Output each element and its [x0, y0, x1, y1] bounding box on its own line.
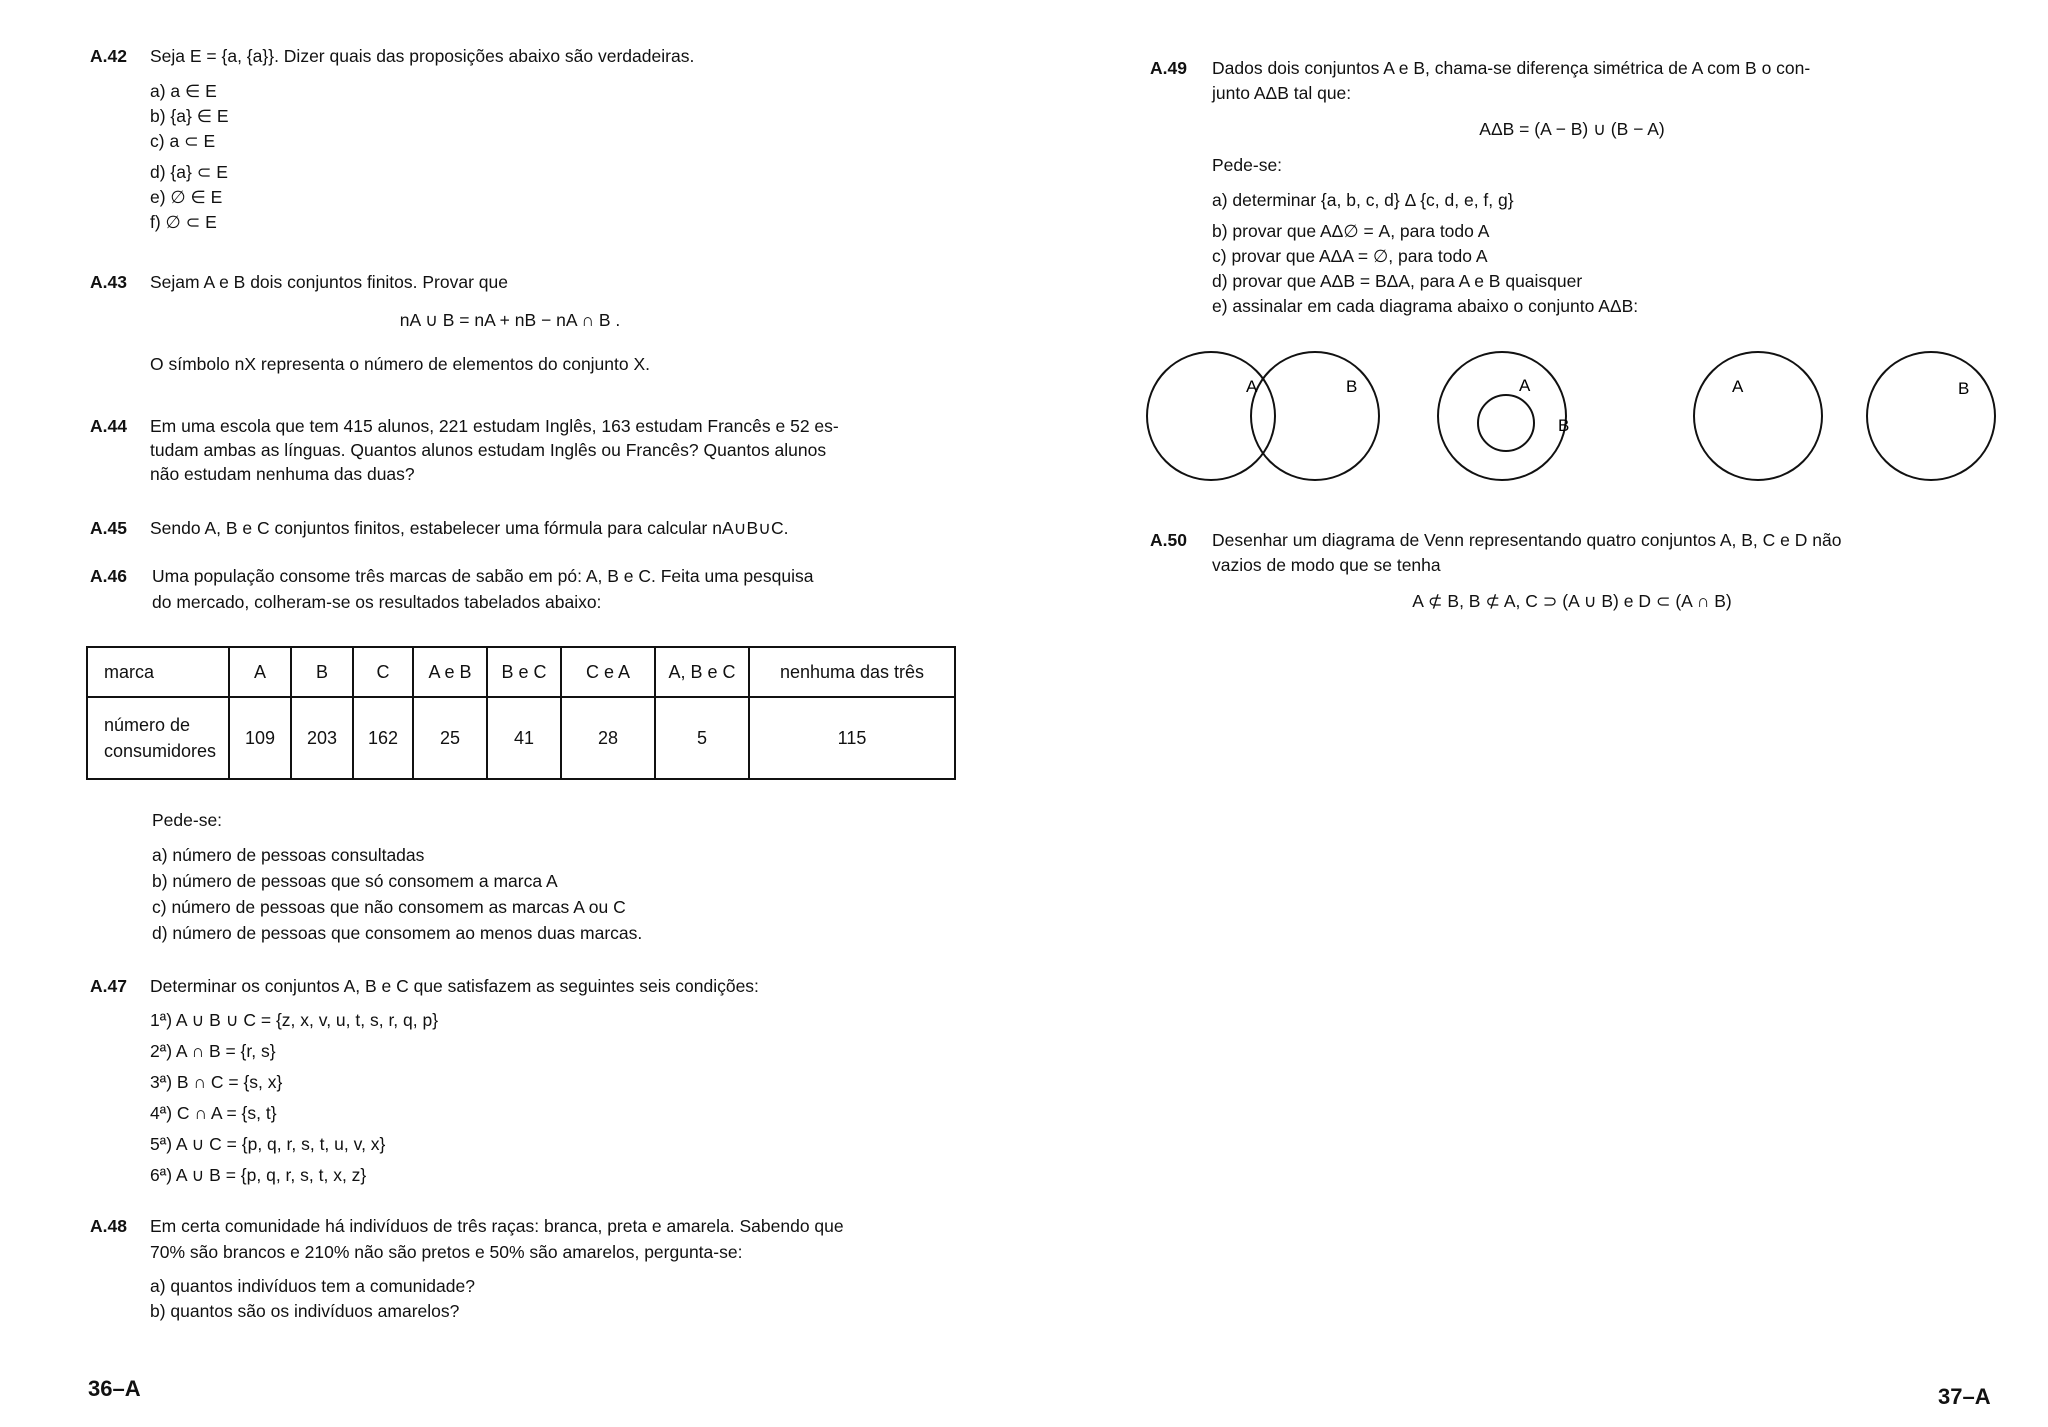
- a50-line: Desenhar um diagrama de Venn representando quatro conjuntos A, B, C e D não: [1212, 530, 1842, 550]
- a47-condition: 6ª) A ∪ B = {p, q, r, s, t, x, z}: [150, 1165, 367, 1185]
- exercise-label-a46: A.46: [90, 566, 127, 586]
- circle-b: [1478, 395, 1534, 451]
- exercise-label-a49: A.49: [1150, 58, 1187, 78]
- venn-nested: [1438, 352, 1566, 480]
- page-number: 36–A: [88, 1376, 141, 1401]
- diagram-label: B: [1958, 379, 1970, 398]
- exercise-label-a45: A.45: [90, 518, 127, 538]
- a47-condition: 1ª) A ∪ B ∪ C = {z, x, v, u, t, s, r, q, p}: [150, 1010, 439, 1030]
- table-header-cell: A e B: [413, 647, 487, 697]
- venn-overlapping: [1147, 352, 1379, 480]
- a49-pedese: Pede-se:: [1212, 155, 1283, 175]
- a49-line: Dados dois conjuntos A e B, chama-se diferença simétrica de A com B o con-: [1212, 58, 1811, 78]
- a49-line: junto AΔB tal que:: [1212, 83, 1352, 103]
- a48-line: Em certa comunidade há indivíduos de três raças: branca, preta e amarela. Sabendo que: [150, 1216, 844, 1236]
- exercise-statement-a42: Seja E = {a, {a}}. Dizer quais das proposições abaixo são verdadeiras.: [150, 46, 695, 66]
- diagram-label: A: [1246, 377, 1258, 396]
- a47-condition: 4ª) C ∩ A = {s, t}: [150, 1103, 277, 1123]
- exercise-statement-a47: Determinar os conjuntos A, B e C que satisfazem as seguintes seis condições:: [150, 976, 759, 996]
- a49-formula: AΔB = (A − B) ∪ (B − A): [1479, 119, 1665, 139]
- circle-a: [1438, 352, 1566, 480]
- a46-line: do mercado, colheram-se os resultados tabelados abaixo:: [152, 592, 602, 612]
- table-header-row: [87, 647, 955, 697]
- table-header-cell: marca: [87, 647, 229, 697]
- exercise-label-a48: A.48: [90, 1216, 127, 1236]
- a46-item: b) número de pessoas que só consomem a marca A: [152, 871, 558, 891]
- circle-b: [1867, 352, 1995, 480]
- table-cell: 109: [229, 697, 291, 779]
- table-cell: 28: [561, 697, 655, 779]
- a49-item: b) provar que AΔ∅ = A, para todo A: [1212, 221, 1490, 241]
- a50-line: vazios de modo que se tenha: [1212, 555, 1441, 575]
- circle-a: [1694, 352, 1822, 480]
- a42-item: f) ∅ ⊂ E: [150, 212, 217, 232]
- a47-condition: 5ª) A ∪ C = {p, q, r, s, t, u, v, x}: [150, 1134, 386, 1154]
- a42-item: a) a ∈ E: [150, 81, 217, 101]
- table-header-cell: C e A: [561, 647, 655, 697]
- a44-line: tudam ambas as línguas. Quantos alunos estudam Inglês ou Francês? Quantos alunos: [150, 440, 827, 460]
- a46-item: d) número de pessoas que consomem ao menos duas marcas.: [152, 923, 643, 943]
- table-cell: 203: [291, 697, 353, 779]
- diagram-label: A: [1519, 376, 1531, 395]
- table-cell: 115: [749, 697, 955, 779]
- consumer-table: [86, 646, 956, 780]
- table-row: [87, 697, 955, 779]
- a49-item: d) provar que AΔB = BΔA, para A e B quaisquer: [1212, 271, 1583, 291]
- table-header-cell: A, B e C: [655, 647, 749, 697]
- a42-item: d) {a} ⊂ E: [150, 162, 228, 182]
- a47-condition: 2ª) A ∩ B = {r, s}: [150, 1041, 276, 1061]
- a46-pedese: Pede-se:: [152, 810, 223, 830]
- exercise-statement-a45: Sendo A, B e C conjuntos finitos, estabelecer uma fórmula para calcular nA∪B∪C.: [150, 518, 789, 538]
- a43-note: O símbolo nX representa o número de elementos do conjunto X.: [150, 354, 651, 374]
- page-number: 37–A: [1938, 1384, 1991, 1409]
- circle-a: [1147, 352, 1275, 480]
- a47-condition: 3ª) B ∩ C = {s, x}: [150, 1072, 283, 1092]
- a44-line: Em uma escola que tem 415 alunos, 221 estudam Inglês, 163 estudam Francês e 52 es-: [150, 416, 839, 436]
- exercise-label-a44: A.44: [90, 416, 127, 436]
- exercise-statement-a43: Sejam A e B dois conjuntos finitos. Provar que: [150, 272, 508, 292]
- table-cell: 25: [413, 697, 487, 779]
- circle-b: [1251, 352, 1379, 480]
- a43-formula: nA ∪ B = nA + nB − nA ∩ B .: [399, 310, 621, 330]
- table-header-cell: A: [229, 647, 291, 697]
- table-header-cell: nenhuma das três: [749, 647, 955, 697]
- a46-line: Uma população consome três marcas de sabão em pó: A, B e C. Feita uma pesquisa: [152, 566, 814, 586]
- table-cell: 41: [487, 697, 561, 779]
- a42-item: c) a ⊂ E: [150, 131, 216, 151]
- a49-item: a) determinar {a, b, c, d} Δ {c, d, e, f, g}: [1212, 190, 1514, 210]
- venn-disjoint: [1694, 352, 1995, 480]
- diagram-label: B: [1558, 416, 1570, 435]
- right-page: [1024, 0, 2048, 1427]
- a46-item: a) número de pessoas consultadas: [152, 845, 425, 865]
- table-cell: 162: [353, 697, 413, 779]
- exercise-label-a47: A.47: [90, 976, 127, 996]
- a42-item: b) {a} ∈ E: [150, 106, 229, 126]
- exercise-label-a42: A.42: [90, 46, 127, 66]
- a46-item: c) número de pessoas que não consomem as marcas A ou C: [152, 897, 626, 917]
- table-header-cell: C: [353, 647, 413, 697]
- venn-diagrams: [1024, 0, 2048, 520]
- a48-line: 70% são brancos e 210% não são pretos e 50% são amarelos, pergunta-se:: [150, 1242, 743, 1262]
- a48-item: a) quantos indivíduos tem a comunidade?: [150, 1276, 475, 1296]
- exercise-label-a43: A.43: [90, 272, 127, 292]
- a49-item: e) assinalar em cada diagrama abaixo o conjunto AΔB:: [1212, 296, 1639, 316]
- table-header-cell: B e C: [487, 647, 561, 697]
- a50-formula: A ⊄ B, B ⊄ A, C ⊃ (A ∪ B) e D ⊂ (A ∩ B): [1412, 591, 1732, 611]
- a48-item: b) quantos são os indivíduos amarelos?: [150, 1301, 460, 1321]
- diagram-label: A: [1732, 377, 1744, 396]
- diagram-label: B: [1346, 377, 1358, 396]
- a49-item: c) provar que AΔA = ∅, para todo A: [1212, 246, 1488, 266]
- table-row-label: número de consumidores: [87, 697, 229, 779]
- table-header-cell: B: [291, 647, 353, 697]
- a44-line: não estudam nenhuma das duas?: [150, 464, 415, 484]
- a42-item: e) ∅ ∈ E: [150, 187, 223, 207]
- table-cell: 5: [655, 697, 749, 779]
- exercise-label-a50: A.50: [1150, 530, 1187, 550]
